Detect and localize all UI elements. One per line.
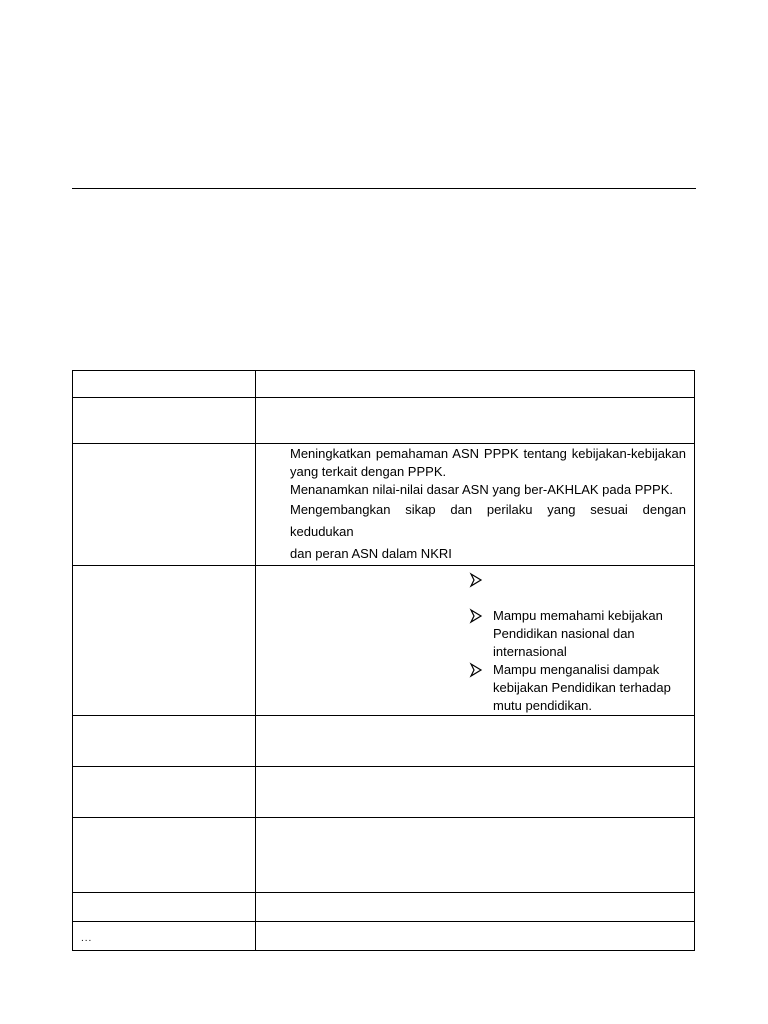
table-cell (256, 716, 695, 767)
list-item (469, 571, 686, 607)
table-cell (256, 818, 695, 893)
table-cell (256, 922, 695, 951)
table-row-competencies (73, 566, 695, 716)
objective-line: Mengembangkan sikap dan perilaku yang sesuai dengan kedudukan (290, 502, 686, 539)
arrowhead-bullet-icon (469, 661, 483, 679)
horizontal-rule (72, 188, 696, 189)
table-cell (73, 371, 256, 398)
table-cell (73, 566, 256, 716)
table-cell (256, 893, 695, 922)
table-cell (73, 922, 256, 951)
table-cell (73, 893, 256, 922)
competency-line: internasional (493, 644, 567, 659)
objective-line: Meningkatkan pemahaman ASN PPPK tentang kebijakan-kebijakan (290, 446, 686, 461)
table-cell (256, 767, 695, 818)
objective-line: dan peran ASN dalam NKRI (290, 546, 452, 561)
table-row (73, 716, 695, 767)
competency-list (469, 571, 686, 715)
table-cell (256, 398, 695, 444)
objectives-cell (256, 444, 695, 566)
objective-line: Menanamkan nilai-nilai dasar ASN yang ber-AKHLAK pada PPPK. (290, 482, 673, 497)
table-cell (256, 371, 695, 398)
table-cell (73, 444, 256, 566)
ellipsis-marker: ... (81, 933, 93, 944)
competency-line: mutu pendidikan. (493, 698, 593, 713)
table-cell (73, 767, 256, 818)
table-row (73, 922, 695, 951)
table-cell (73, 398, 256, 444)
table-cell (73, 818, 256, 893)
table-row-objectives (73, 444, 695, 566)
objective-line: yang terkait dengan PPPK. (290, 464, 447, 479)
list-item (469, 661, 686, 715)
competency-line: Mampu memahami kebijakan Pendidikan nasional dan (493, 608, 663, 641)
table-row (73, 371, 695, 398)
competencies-cell (256, 566, 695, 716)
arrowhead-bullet-icon (469, 571, 483, 589)
table-row (73, 893, 695, 922)
table-row (73, 767, 695, 818)
module-info-table (72, 370, 695, 951)
list-item (469, 607, 686, 661)
table-row (73, 818, 695, 893)
arrowhead-bullet-icon (469, 607, 483, 625)
table-row (73, 398, 695, 444)
table-cell (73, 716, 256, 767)
competency-line: Mampu menganalisi dampak kebijakan Pendidikan terhadap (493, 662, 671, 695)
